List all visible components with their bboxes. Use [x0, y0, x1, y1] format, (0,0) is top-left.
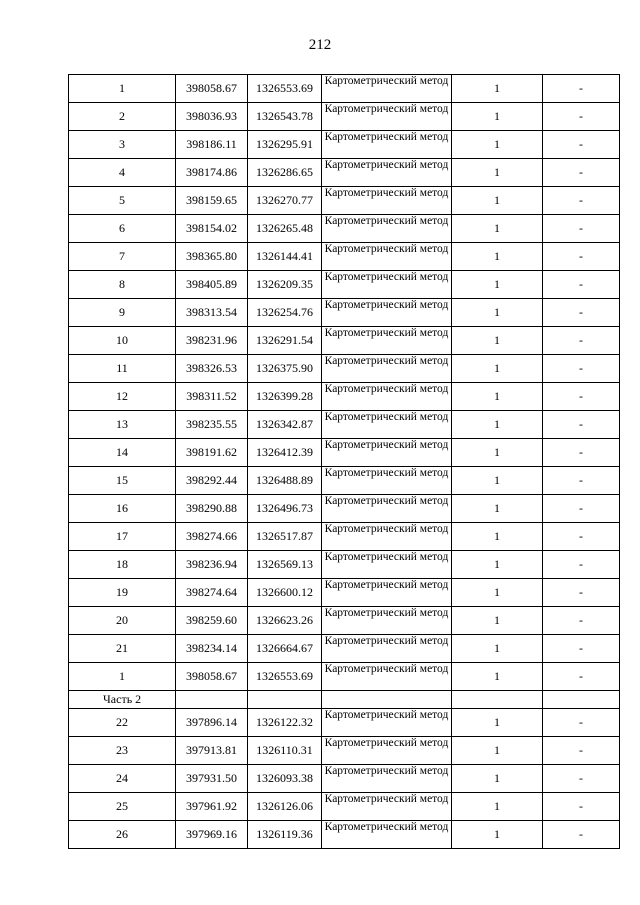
point-number-cell: 14: [69, 439, 176, 467]
point-number-cell: 12: [69, 383, 176, 411]
y-coordinate-cell: 1326517.87: [248, 523, 322, 551]
table-row: [69, 75, 620, 103]
method-cell: Картометрический метод: [322, 355, 452, 383]
dash-cell: -: [543, 299, 620, 327]
y-coordinate-cell: 1326291.54: [248, 327, 322, 355]
point-number-cell: 16: [69, 495, 176, 523]
x-coordinate-cell: 398365.80: [176, 243, 248, 271]
table-row: [69, 495, 620, 523]
table-row: [69, 635, 620, 663]
x-coordinate-cell: 397913.81: [176, 737, 248, 765]
point-number-cell: 26: [69, 821, 176, 849]
table-row: [69, 439, 620, 467]
page-number: 212: [308, 37, 332, 53]
x-coordinate-cell: 398174.86: [176, 159, 248, 187]
dash-cell: -: [543, 103, 620, 131]
method-cell: Картометрический метод: [322, 75, 452, 103]
x-coordinate-cell: 398154.02: [176, 215, 248, 243]
dash-cell: -: [543, 439, 620, 467]
point-number-cell: 20: [69, 607, 176, 635]
dash-cell: -: [543, 131, 620, 159]
x-coordinate-cell: 398235.55: [176, 411, 248, 439]
table-row: [69, 271, 620, 299]
point-number-cell: 17: [69, 523, 176, 551]
precision-cell: 1: [452, 523, 543, 551]
y-coordinate-cell: 1326664.67: [248, 635, 322, 663]
method-cell: Картометрический метод: [322, 467, 452, 495]
precision-cell: 1: [452, 579, 543, 607]
table-row: [69, 523, 620, 551]
x-coordinate-cell: 398259.60: [176, 607, 248, 635]
table-row: [69, 793, 620, 821]
precision-cell: 1: [452, 467, 543, 495]
y-coordinate-cell: 1326122.32: [248, 709, 322, 737]
precision-cell: 1: [452, 737, 543, 765]
precision-cell: 1: [452, 411, 543, 439]
method-cell: Картометрический метод: [322, 271, 452, 299]
y-coordinate-cell: 1326600.12: [248, 579, 322, 607]
x-coordinate-cell: 397931.50: [176, 765, 248, 793]
precision-cell: 1: [452, 821, 543, 849]
y-coordinate-cell: 1326375.90: [248, 355, 322, 383]
point-number-cell: 8: [69, 271, 176, 299]
x-coordinate-cell: 398159.65: [176, 187, 248, 215]
precision-cell: 1: [452, 187, 543, 215]
dash-cell: -: [543, 793, 620, 821]
method-cell: Картометрический метод: [322, 159, 452, 187]
table-row: [69, 383, 620, 411]
y-coordinate-cell: 1326119.36: [248, 821, 322, 849]
x-coordinate-cell: 398186.11: [176, 131, 248, 159]
method-cell: Картометрический метод: [322, 579, 452, 607]
x-coordinate-cell: 398274.64: [176, 579, 248, 607]
table-row: [69, 765, 620, 793]
precision-cell: 1: [452, 271, 543, 299]
y-coordinate-cell: 1326209.35: [248, 271, 322, 299]
precision-cell: 1: [452, 131, 543, 159]
precision-cell: 1: [452, 103, 543, 131]
precision-cell: 1: [452, 75, 543, 103]
y-coordinate-cell: 1326286.65: [248, 159, 322, 187]
point-number-cell: 4: [69, 159, 176, 187]
method-cell: Картометрический метод: [322, 383, 452, 411]
y-coordinate-cell: 1326488.89: [248, 467, 322, 495]
precision-cell: 1: [452, 439, 543, 467]
table-row: [69, 187, 620, 215]
method-cell: Картометрический метод: [322, 187, 452, 215]
y-coordinate-cell: 1326254.76: [248, 299, 322, 327]
x-coordinate-cell: 397896.14: [176, 709, 248, 737]
x-coordinate-cell: 398274.66: [176, 523, 248, 551]
point-number-cell: 11: [69, 355, 176, 383]
dash-cell: -: [543, 607, 620, 635]
dash-cell: -: [543, 327, 620, 355]
y-coordinate-cell: 1326093.38: [248, 765, 322, 793]
precision-cell: 1: [452, 551, 543, 579]
table-row: [69, 103, 620, 131]
precision-cell: 1: [452, 355, 543, 383]
empty-cell: [452, 691, 543, 709]
precision-cell: 1: [452, 663, 543, 691]
x-coordinate-cell: 398311.52: [176, 383, 248, 411]
table-row: [69, 131, 620, 159]
method-cell: Картометрический метод: [322, 243, 452, 271]
dash-cell: -: [543, 467, 620, 495]
coordinates-table-body: [69, 75, 620, 849]
point-number-cell: 18: [69, 551, 176, 579]
empty-cell: [248, 691, 322, 709]
point-number-cell: 15: [69, 467, 176, 495]
method-cell: Картометрический метод: [322, 523, 452, 551]
precision-cell: 1: [452, 709, 543, 737]
dash-cell: -: [543, 765, 620, 793]
x-coordinate-cell: 398292.44: [176, 467, 248, 495]
point-number-cell: 2: [69, 103, 176, 131]
table-row: [69, 663, 620, 691]
x-coordinate-cell: 398058.67: [176, 75, 248, 103]
point-number-cell: 1: [69, 75, 176, 103]
precision-cell: 1: [452, 243, 543, 271]
precision-cell: 1: [452, 607, 543, 635]
x-coordinate-cell: 397961.92: [176, 793, 248, 821]
dash-cell: -: [543, 383, 620, 411]
table-row: [69, 243, 620, 271]
point-number-cell: 10: [69, 327, 176, 355]
coordinates-table: [68, 74, 620, 849]
precision-cell: 1: [452, 299, 543, 327]
point-number-cell: 9: [69, 299, 176, 327]
point-number-cell: 25: [69, 793, 176, 821]
x-coordinate-cell: 398405.89: [176, 271, 248, 299]
method-cell: Картометрический метод: [322, 821, 452, 849]
dash-cell: -: [543, 215, 620, 243]
dash-cell: -: [543, 663, 620, 691]
y-coordinate-cell: 1326295.91: [248, 131, 322, 159]
method-cell: Картометрический метод: [322, 663, 452, 691]
precision-cell: 1: [452, 765, 543, 793]
method-cell: Картометрический метод: [322, 551, 452, 579]
method-cell: Картометрический метод: [322, 607, 452, 635]
method-cell: Картометрический метод: [322, 709, 452, 737]
x-coordinate-cell: 398290.88: [176, 495, 248, 523]
y-coordinate-cell: 1326399.28: [248, 383, 322, 411]
y-coordinate-cell: 1326553.69: [248, 663, 322, 691]
point-number-cell: 1: [69, 663, 176, 691]
precision-cell: 1: [452, 383, 543, 411]
y-coordinate-cell: 1326412.39: [248, 439, 322, 467]
precision-cell: 1: [452, 159, 543, 187]
method-cell: Картометрический метод: [322, 765, 452, 793]
x-coordinate-cell: 398191.62: [176, 439, 248, 467]
method-cell: Картометрический метод: [322, 793, 452, 821]
table-row: [69, 411, 620, 439]
y-coordinate-cell: 1326110.31: [248, 737, 322, 765]
y-coordinate-cell: 1326126.06: [248, 793, 322, 821]
point-number-cell: 22: [69, 709, 176, 737]
table-row: [69, 579, 620, 607]
x-coordinate-cell: 398236.94: [176, 551, 248, 579]
precision-cell: 1: [452, 793, 543, 821]
dash-cell: -: [543, 75, 620, 103]
precision-cell: 1: [452, 635, 543, 663]
method-cell: Картометрический метод: [322, 439, 452, 467]
point-number-cell: 23: [69, 737, 176, 765]
dash-cell: -: [543, 737, 620, 765]
y-coordinate-cell: 1326342.87: [248, 411, 322, 439]
method-cell: Картометрический метод: [322, 131, 452, 159]
table-row: [69, 821, 620, 849]
dash-cell: -: [543, 821, 620, 849]
method-cell: Картометрический метод: [322, 299, 452, 327]
table-row: [69, 355, 620, 383]
y-coordinate-cell: 1326144.41: [248, 243, 322, 271]
dash-cell: -: [543, 355, 620, 383]
point-number-cell: 5: [69, 187, 176, 215]
dash-cell: -: [543, 635, 620, 663]
method-cell: Картометрический метод: [322, 103, 452, 131]
dash-cell: -: [543, 243, 620, 271]
y-coordinate-cell: 1326265.48: [248, 215, 322, 243]
point-number-cell: 6: [69, 215, 176, 243]
method-cell: Картометрический метод: [322, 635, 452, 663]
dash-cell: -: [543, 495, 620, 523]
x-coordinate-cell: 398313.54: [176, 299, 248, 327]
x-coordinate-cell: 398326.53: [176, 355, 248, 383]
x-coordinate-cell: 397969.16: [176, 821, 248, 849]
table-row: [69, 159, 620, 187]
point-number-cell: 7: [69, 243, 176, 271]
method-cell: Картометрический метод: [322, 495, 452, 523]
table-row: [69, 299, 620, 327]
x-coordinate-cell: 398036.93: [176, 103, 248, 131]
precision-cell: 1: [452, 215, 543, 243]
table-row: [69, 327, 620, 355]
x-coordinate-cell: 398231.96: [176, 327, 248, 355]
method-cell: Картометрический метод: [322, 737, 452, 765]
y-coordinate-cell: 1326543.78: [248, 103, 322, 131]
table-row: [69, 215, 620, 243]
method-cell: Картометрический метод: [322, 411, 452, 439]
empty-cell: [543, 691, 620, 709]
dash-cell: -: [543, 579, 620, 607]
section-row: [69, 691, 620, 709]
point-number-cell: 13: [69, 411, 176, 439]
y-coordinate-cell: 1326569.13: [248, 551, 322, 579]
x-coordinate-cell: 398058.67: [176, 663, 248, 691]
table-row: [69, 709, 620, 737]
table-row: [69, 551, 620, 579]
dash-cell: -: [543, 271, 620, 299]
method-cell: Картометрический метод: [322, 215, 452, 243]
method-cell: Картометрический метод: [322, 327, 452, 355]
dash-cell: -: [543, 551, 620, 579]
dash-cell: -: [543, 411, 620, 439]
dash-cell: -: [543, 187, 620, 215]
point-number-cell: 21: [69, 635, 176, 663]
table-row: [69, 467, 620, 495]
y-coordinate-cell: 1326496.73: [248, 495, 322, 523]
dash-cell: -: [543, 159, 620, 187]
y-coordinate-cell: 1326270.77: [248, 187, 322, 215]
point-number-cell: 24: [69, 765, 176, 793]
empty-cell: [176, 691, 248, 709]
table-row: [69, 607, 620, 635]
y-coordinate-cell: 1326623.26: [248, 607, 322, 635]
dash-cell: -: [543, 709, 620, 737]
y-coordinate-cell: 1326553.69: [248, 75, 322, 103]
precision-cell: 1: [452, 327, 543, 355]
point-number-cell: 3: [69, 131, 176, 159]
empty-cell: [322, 691, 452, 709]
x-coordinate-cell: 398234.14: [176, 635, 248, 663]
dash-cell: -: [543, 523, 620, 551]
precision-cell: 1: [452, 495, 543, 523]
section-label: Часть 2: [69, 691, 176, 709]
point-number-cell: 19: [69, 579, 176, 607]
table-row: [69, 737, 620, 765]
